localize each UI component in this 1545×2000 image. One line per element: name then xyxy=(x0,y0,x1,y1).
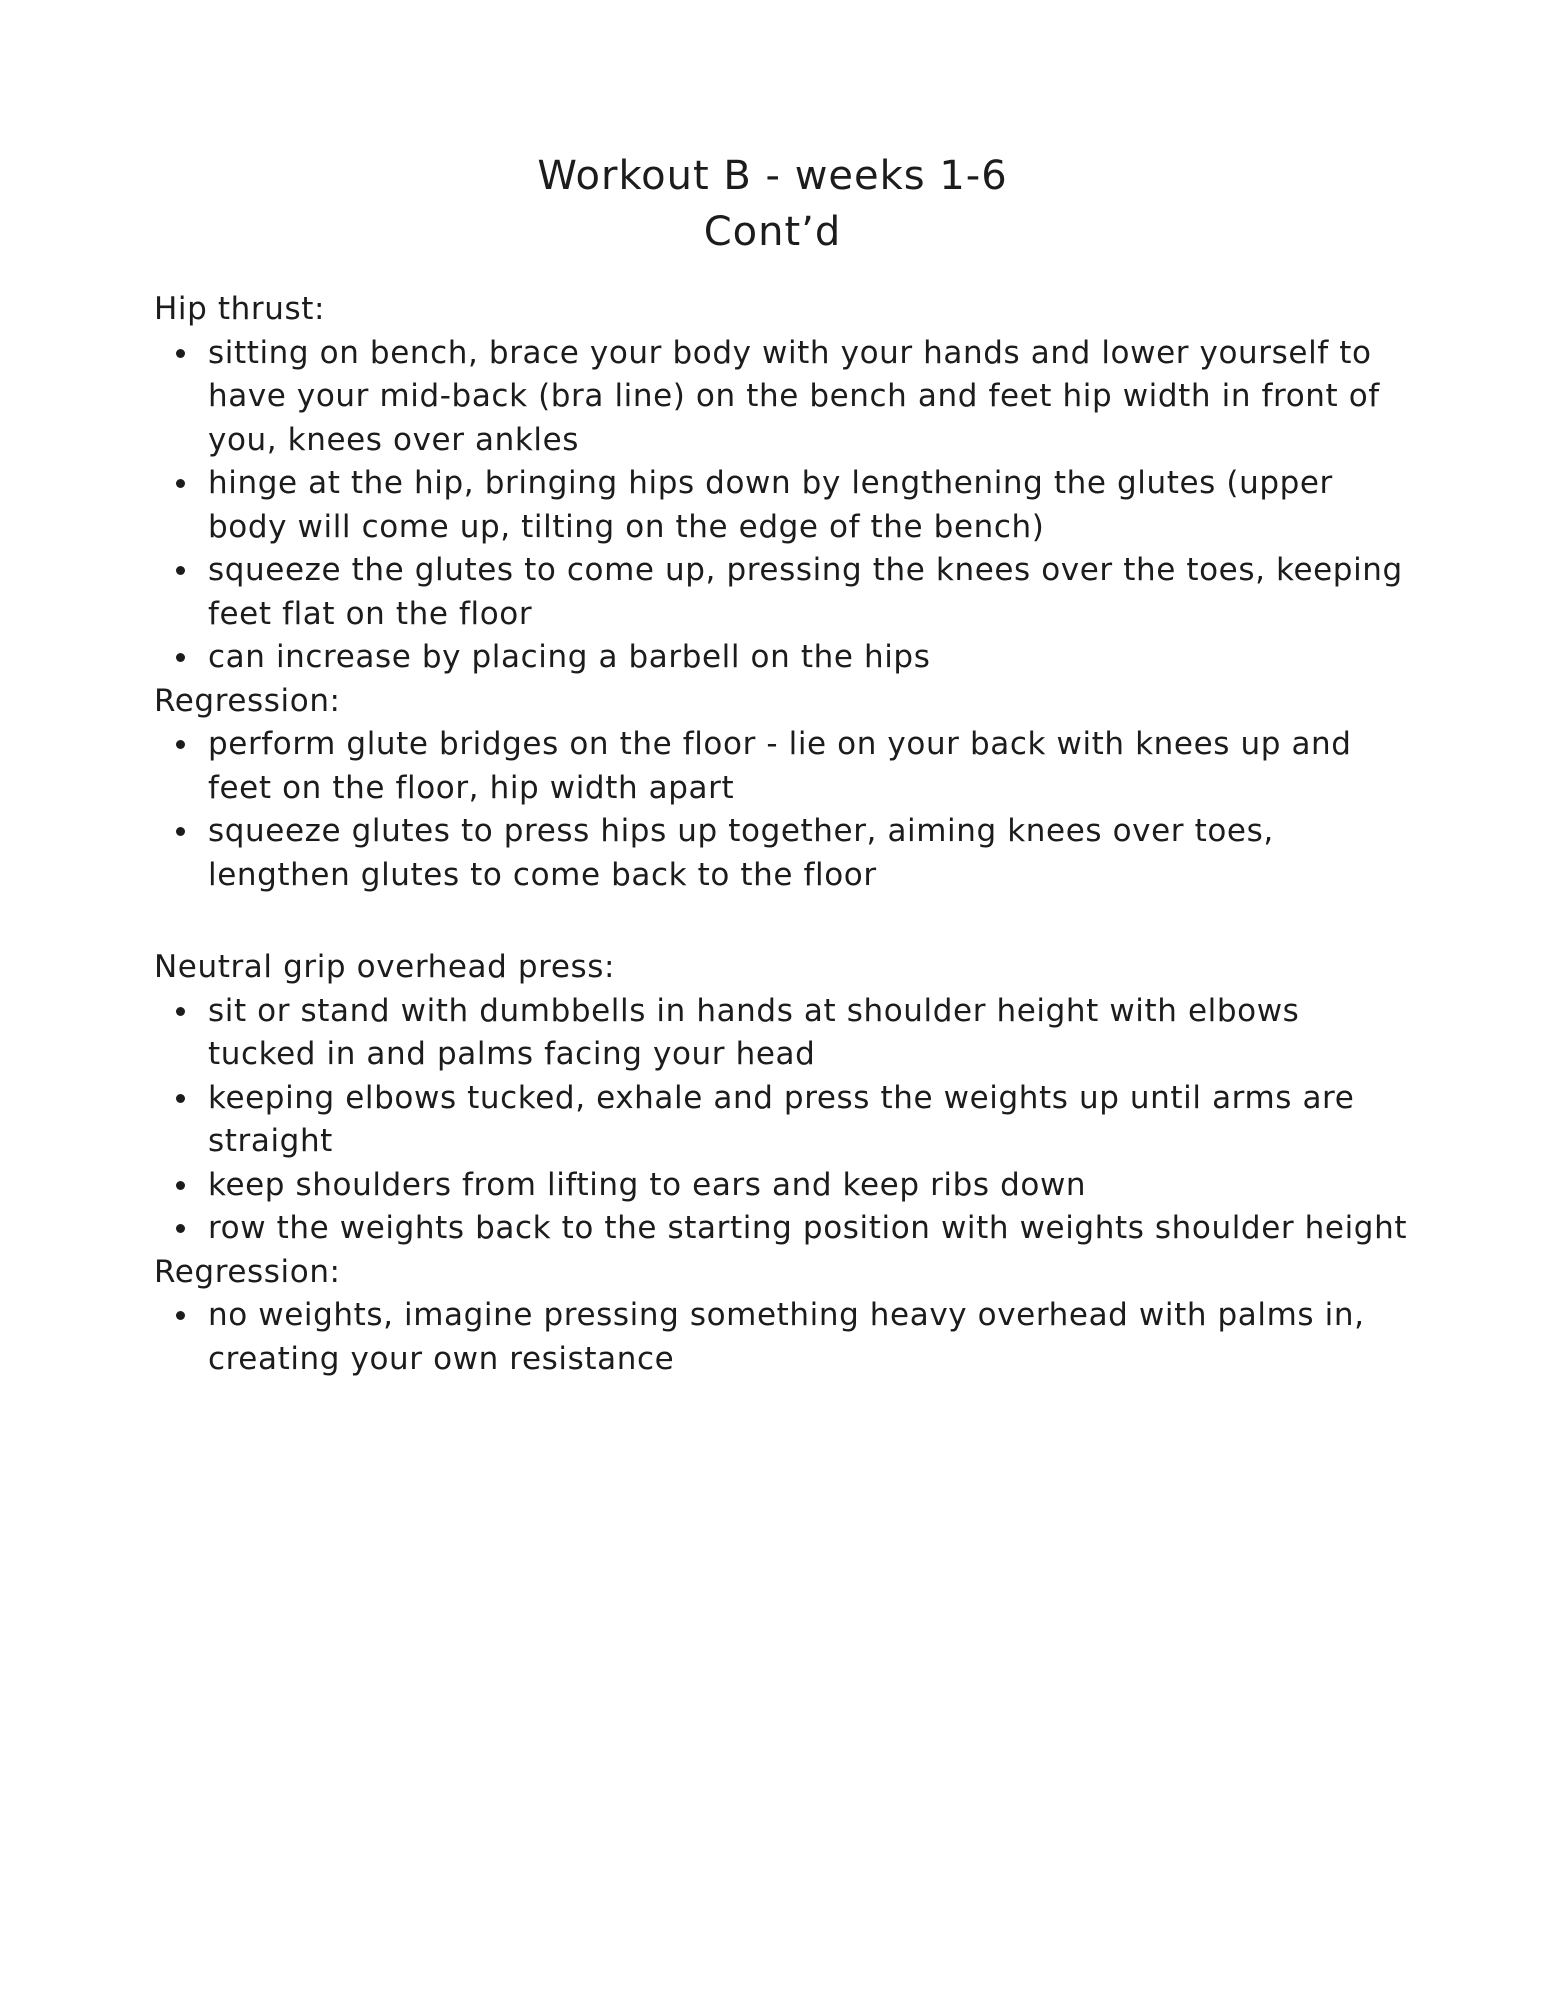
list-item xyxy=(208,1294,1414,1381)
bullet-icon xyxy=(176,566,185,575)
list-item-text: hinge at the hip, bringing hips down by lengthening the glutes (upper body will come up, tilting on the edge of the bench) xyxy=(208,465,1333,545)
list-item-text: perform glute bridges on the floor - lie on your back with knees up and feet on the floor, hip width apart xyxy=(208,726,1352,806)
instruction-list xyxy=(154,990,1414,1251)
exercise-section-overhead-press xyxy=(154,946,1414,1381)
list-item xyxy=(208,636,1414,680)
list-item xyxy=(208,810,1414,897)
list-item-text: keep shoulders from lifting to ears and keep ribs down xyxy=(208,1166,1087,1203)
list-item-text: can increase by placing a barbell on the hips xyxy=(208,639,931,675)
exercise-heading: Hip thrust: xyxy=(154,291,325,327)
bullet-icon xyxy=(176,827,185,836)
list-item-text: row the weights back to the starting position with weights shoulder height xyxy=(208,1210,1408,1246)
bullet-icon xyxy=(176,1181,185,1190)
exercise-heading: Neutral grip overhead press: xyxy=(154,949,616,985)
bullet-icon xyxy=(176,479,185,488)
bullet-icon xyxy=(176,740,185,749)
list-item-text: sit or stand with dumbbells in hands at shoulder height with elbows tucked in and palms facing your head xyxy=(208,992,1300,1072)
list-item xyxy=(208,723,1414,810)
list-item-text: squeeze glutes to press hips up together, aiming knees over toes, lengthen glutes to come back to the floor xyxy=(208,813,1274,893)
list-item xyxy=(208,1164,1414,1208)
bullet-icon xyxy=(176,349,185,358)
bullet-icon xyxy=(176,653,185,662)
bullet-icon xyxy=(176,1224,185,1233)
list-item xyxy=(208,462,1414,549)
page-title xyxy=(0,148,1545,260)
title-line-2: Cont’d xyxy=(703,209,842,255)
document-body xyxy=(154,288,1414,1381)
list-item-text: sitting on bench, brace your body with your hands and lower yourself to have your mid-back (bra line) on the bench and feet hip width in front of you, knees over ankles xyxy=(208,334,1380,458)
regression-heading: Regression: xyxy=(154,682,341,719)
section-spacer xyxy=(154,897,1414,946)
list-item xyxy=(208,1207,1414,1251)
exercise-section-hip-thrust xyxy=(154,288,1414,897)
list-item-text: no weights, imagine pressing something heavy overhead with palms in, creating your own resistance xyxy=(208,1297,1365,1377)
title-line-1: Workout B - weeks 1-6 xyxy=(537,153,1008,199)
instruction-list xyxy=(154,332,1414,680)
regression-heading: Regression: xyxy=(154,1253,341,1290)
regression-list xyxy=(154,1294,1414,1381)
list-item xyxy=(208,549,1414,636)
regression-list xyxy=(154,723,1414,897)
bullet-icon xyxy=(176,1311,185,1320)
list-item-text: squeeze the glutes to come up, pressing the knees over the toes, keeping feet flat on the floor xyxy=(208,552,1403,632)
list-item-text: keeping elbows tucked, exhale and press the weights up until arms are straight xyxy=(208,1079,1355,1159)
bullet-icon xyxy=(176,1094,185,1103)
list-item xyxy=(208,990,1414,1077)
bullet-icon xyxy=(176,1007,185,1016)
list-item xyxy=(208,332,1414,463)
list-item xyxy=(208,1077,1414,1164)
